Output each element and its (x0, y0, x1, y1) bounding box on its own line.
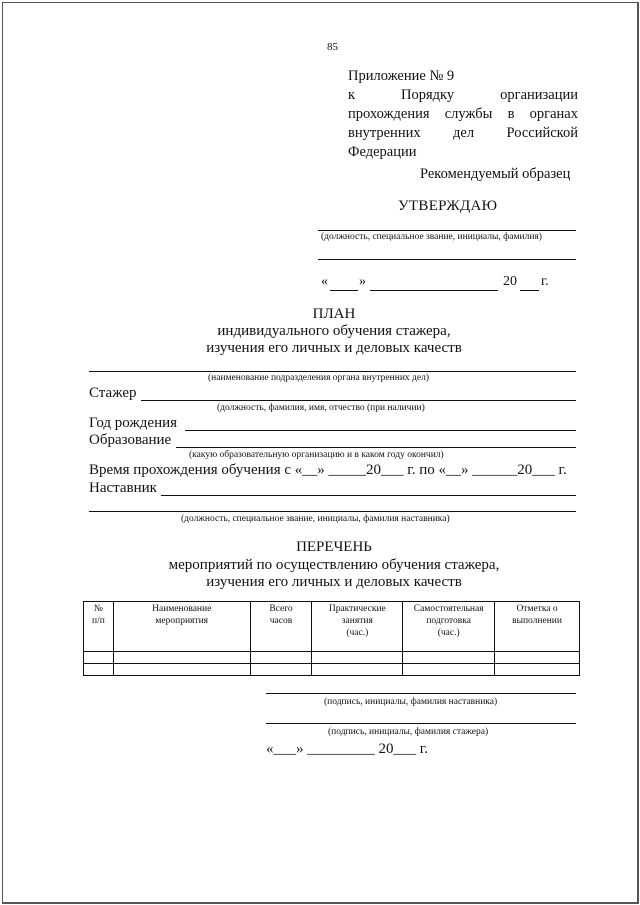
table-cell[interactable] (312, 664, 403, 676)
approve-month-line[interactable] (370, 290, 498, 291)
table-row (84, 652, 580, 664)
mentor-signature-caption: (подпись, инициалы, фамилия наставника) (324, 697, 498, 707)
table-cell[interactable] (495, 652, 580, 664)
appendix-line-2 (348, 86, 578, 105)
mentor-label: Наставник (89, 480, 157, 496)
page-number: 85 (327, 41, 338, 53)
education-label: Образование (89, 432, 172, 448)
table-cell[interactable] (84, 664, 114, 676)
appendix-word: Порядку (401, 87, 455, 103)
division-caption: (наименование подразделения органа внутренних дел) (208, 373, 429, 383)
mentor-signature-line[interactable] (266, 693, 576, 694)
division-line[interactable] (89, 371, 576, 372)
table-cell[interactable] (495, 664, 580, 676)
table-column-header: № п/п (84, 602, 114, 652)
plan-subtitle-1: индивидуального обучения стажера, (217, 323, 451, 339)
plan-title: ПЛАН (312, 306, 356, 322)
table-header-row (84, 602, 580, 652)
appendix-line-5: Федерации (348, 144, 417, 160)
table-cell[interactable] (312, 652, 403, 664)
approve-heading: УТВЕРЖДАЮ (398, 198, 498, 214)
table-cell[interactable] (403, 664, 495, 676)
approve-signatory-caption: (должность, специальное звание, инициалы, фамилия) (321, 232, 542, 242)
mentor-caption: (должность, специальное звание, инициалы, фамилия наставника) (181, 514, 450, 524)
appendix-block (348, 67, 578, 162)
appendix-line-3 (348, 105, 578, 124)
plan-subtitle-2: изучения его личных и деловых качеств (206, 340, 462, 356)
trainee-signature-caption: (подпись, инициалы, фамилия стажера) (328, 727, 489, 737)
birth-year-label: Год рождения (89, 415, 178, 431)
table-cell[interactable] (250, 652, 312, 664)
education-line[interactable] (176, 447, 576, 448)
appendix-word: внутренних (348, 125, 421, 141)
table-cell[interactable] (113, 664, 250, 676)
table-row (84, 664, 580, 676)
appendix-word: прохождения (348, 106, 430, 122)
trainee-line[interactable] (141, 400, 576, 401)
table-column-header: Отметка о выполнении (495, 602, 580, 652)
table-column-header: Самостоятельная подготовка (час.) (403, 602, 495, 652)
approve-extra-line[interactable] (318, 259, 576, 260)
approve-day-line[interactable] (330, 290, 358, 291)
table-cell[interactable] (250, 664, 312, 676)
table-cell[interactable] (403, 652, 495, 664)
list-subtitle-1: мероприятий по осуществлению обучения стажера, (168, 557, 500, 573)
appendix-word: службы (444, 106, 493, 122)
table-column-header: Практические занятия (час.) (312, 602, 403, 652)
approve-signature-line[interactable] (318, 230, 576, 231)
trainee-signature-line[interactable] (266, 723, 576, 724)
training-period-text: Время прохождения обучения с «__» _____20___ г. по «__» ______20___ г. (89, 462, 567, 478)
signature-date: «___» _________ 20___ г. (266, 741, 428, 757)
table-cell[interactable] (113, 652, 250, 664)
appendix-word: Российской (506, 125, 578, 141)
approve-year-suffix: г. (541, 274, 549, 289)
appendix-line-4 (348, 124, 578, 143)
table-cell[interactable] (84, 652, 114, 664)
appendix-word: в (507, 106, 515, 122)
education-caption: (какую образовательную организацию и в каком году окончил) (189, 450, 444, 460)
approve-date-open-quote: « (321, 274, 328, 289)
appendix-word: дел (453, 125, 475, 141)
appendix-line-1: Приложение № 9 (348, 68, 455, 84)
approve-year-prefix: 20 (503, 274, 517, 289)
appendix-word: органах (529, 106, 578, 122)
events-table (83, 601, 580, 676)
approve-date-close-quote: » (359, 274, 366, 289)
list-subtitle-2: изучения его личных и деловых качеств (206, 574, 462, 590)
appendix-word: организации (500, 87, 578, 103)
appendix-word: к (348, 87, 356, 103)
trainee-label: Стажер (89, 385, 137, 401)
recommended-sample-label: Рекомендуемый образец (420, 166, 571, 182)
approve-year-line[interactable] (520, 290, 539, 291)
mentor-line[interactable] (161, 495, 576, 496)
list-title: ПЕРЕЧЕНЬ (296, 539, 372, 555)
birth-year-line[interactable] (185, 430, 576, 431)
mentor-extra-line[interactable] (89, 511, 576, 512)
trainee-caption: (должность, фамилия, имя, отчество (при наличии) (217, 403, 425, 413)
table-column-header: Всего часов (250, 602, 312, 652)
table-column-header: Наименование мероприятия (113, 602, 250, 652)
